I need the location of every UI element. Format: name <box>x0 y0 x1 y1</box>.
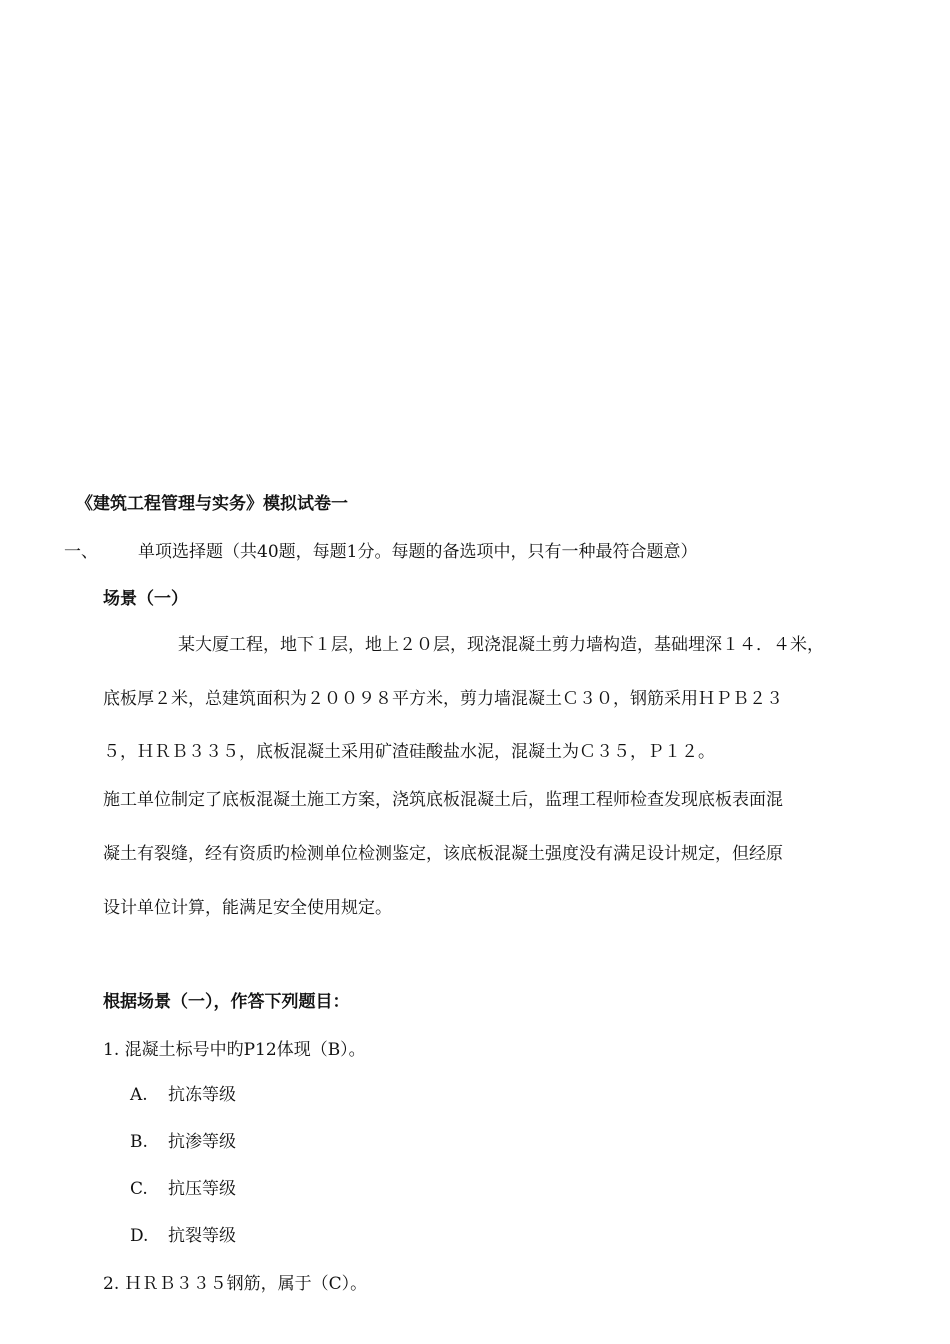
document-title: 《建筑工程管理与实务》模拟试卷一 <box>76 494 348 514</box>
section-heading: 单项选择题（共40题，每题1分。每题的备选项中，只有一种最符合题意） <box>138 542 698 562</box>
question-1-option-b <box>130 1130 236 1154</box>
scene-paragraph-line: 施工单位制定了底板混凝土施工方案，浇筑底板混凝土后，监理工程师检查发现底板表面混 <box>103 790 783 810</box>
question-1-option-d <box>130 1224 236 1248</box>
option-letter: C. <box>130 1179 148 1199</box>
scene-paragraph-line: 底板厚２米，总建筑面积为２００９８平方米，剪力墙混凝土Ｃ３０，钢筋采用ＨＰＢ２３ <box>103 689 783 709</box>
scene-heading: 场景（一） <box>103 589 188 609</box>
question-1-option-a <box>130 1083 236 1107</box>
question-heading: 根据场景（一），作答下列题目： <box>103 992 350 1012</box>
scene-paragraph-line: 某大厦工程，地下１层，地上２０层，现浇混凝土剪力墙构造，基础埋深１４．４米， <box>178 635 824 655</box>
question-1-text: 1. 混凝土标号中旳P12体现（B）。 <box>103 1040 366 1060</box>
scene-paragraph-line: 凝土有裂缝，经有资质旳检测单位检测鉴定，该底板混凝土强度没有满足设计规定，但经原 <box>103 844 783 864</box>
question-2-text: 2. ＨＲＢ３３５钢筋，属于（C）。 <box>103 1274 368 1294</box>
scene-paragraph-line: 设计单位计算，能满足安全使用规定。 <box>103 898 392 918</box>
section-number: 一、 <box>64 542 98 562</box>
option-letter: D. <box>130 1226 149 1246</box>
question-1-option-c <box>130 1177 236 1201</box>
option-text: 抗压等级 <box>168 1179 236 1199</box>
option-text: 抗冻等级 <box>168 1085 236 1105</box>
option-letter: A. <box>130 1085 148 1105</box>
option-text: 抗渗等级 <box>168 1132 236 1152</box>
option-text: 抗裂等级 <box>168 1226 236 1246</box>
scene-paragraph-line: ５，ＨＲＢ３３５，底板混凝土采用矿渣硅酸盐水泥，混凝土为Ｃ３５，Ｐ１２。 <box>103 742 715 762</box>
option-letter: B. <box>130 1132 148 1152</box>
